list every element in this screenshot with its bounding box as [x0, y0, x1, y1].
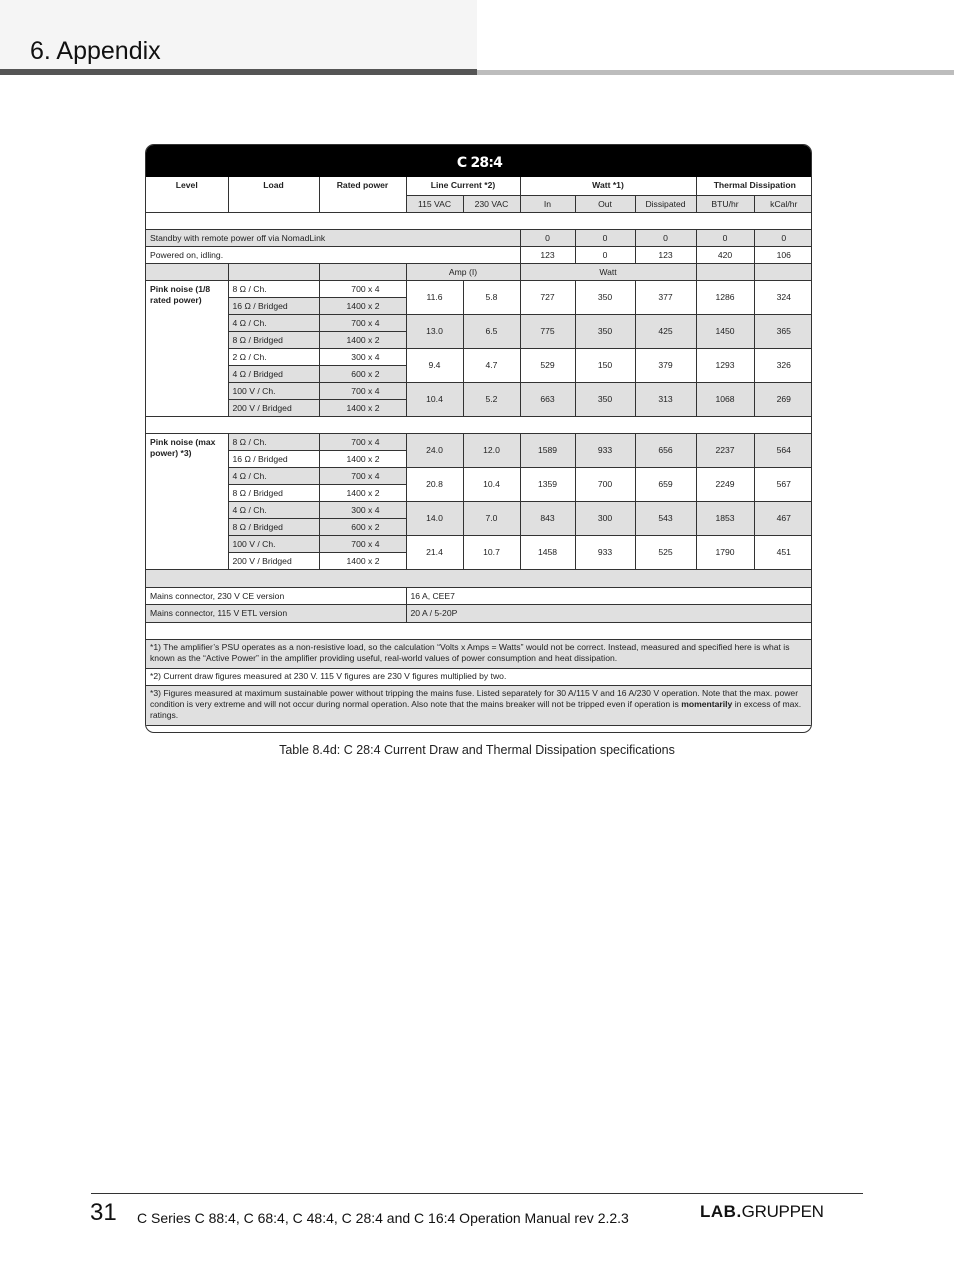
mains-115-label: Mains connector, 115 V ETL version [146, 604, 406, 622]
standby-in: 0 [520, 229, 575, 246]
amp230-cell: 5.8 [463, 280, 520, 314]
watt-in-cell: 1359 [520, 467, 575, 501]
table-caption: Table 8.4d: C 28:4 Current Draw and Thermal Dissipation specifications [279, 743, 675, 757]
level-pink-1-8: Pink noise (1/8 rated power) [146, 280, 228, 416]
load-cell: 8 Ω / Bridged [228, 518, 319, 535]
spacer-row [146, 416, 812, 433]
page-title: 6. Appendix [30, 37, 161, 65]
watt-out-cell: 350 [575, 280, 635, 314]
watt-dissipated-cell: 425 [635, 314, 696, 348]
amp230-cell: 5.2 [463, 382, 520, 416]
amp115-cell: 24.0 [406, 433, 463, 467]
table-row [146, 314, 812, 331]
load-cell: 2 Ω / Ch. [228, 348, 319, 365]
idle-label: Powered on, idling. [146, 246, 520, 263]
header-rule-light [477, 70, 954, 75]
rated-cell: 1400 x 2 [319, 450, 406, 467]
rated-cell: 700 x 4 [319, 433, 406, 450]
load-cell: 8 Ω / Ch. [228, 433, 319, 450]
watt-dissipated-cell: 656 [635, 433, 696, 467]
lab-gruppen-logo [700, 1202, 824, 1222]
amp115-cell: 13.0 [406, 314, 463, 348]
kcal-cell: 365 [754, 314, 812, 348]
footer-rule [91, 1193, 863, 1194]
standby-out: 0 [575, 229, 635, 246]
rated-cell: 300 x 4 [319, 348, 406, 365]
logo-gruppen: GRUPPEN [741, 1202, 824, 1221]
watt-out-cell: 933 [575, 535, 635, 569]
btu-cell: 1286 [696, 280, 754, 314]
footnote-3-text: *3) Figures measured at maximum sustainable power without tripping the mains fuse. Listed separately for 30 A/115 V and 16 A/230 V operation. Note that the max. power condition is very extreme and will not occur during normal operation. Also note that the mains breaker will not be tripped even if operation is [150, 687, 799, 709]
watt-dissipated-cell: 659 [635, 467, 696, 501]
rated-cell: 1400 x 2 [319, 399, 406, 416]
load-cell: 16 Ω / Bridged [228, 450, 319, 467]
unit-amp: Amp (I) [406, 263, 520, 280]
header-line-current: Line Current *2) [406, 177, 520, 195]
mains-230-label: Mains connector, 230 V CE version [146, 587, 406, 604]
footnote-1: *1) The amplifier’s PSU operates as a non-resistive load, so the calculation “Volts x Amps = Watts” would not be correct. Instead, measured and specified here is what is known as the “Active Power” in the amplifier providing useful, real-world values of power consumption and heat dissipation. [146, 639, 812, 668]
subheader-btu: BTU/hr [696, 195, 754, 212]
rated-cell: 1400 x 2 [319, 484, 406, 501]
load-cell: 8 Ω / Bridged [228, 331, 319, 348]
rated-cell: 700 x 4 [319, 467, 406, 484]
footnote-row [146, 685, 812, 725]
kcal-cell: 451 [754, 535, 812, 569]
rated-cell: 600 x 2 [319, 365, 406, 382]
watt-in-cell: 727 [520, 280, 575, 314]
watt-in-cell: 1458 [520, 535, 575, 569]
header-watt: Watt *1) [520, 177, 696, 195]
load-cell: 4 Ω / Ch. [228, 501, 319, 518]
spacer-row [146, 212, 812, 229]
header-row [146, 177, 812, 195]
btu-cell: 1790 [696, 535, 754, 569]
header-level: Level [146, 177, 228, 212]
watt-in-cell: 775 [520, 314, 575, 348]
idle-in: 123 [520, 246, 575, 263]
header-load: Load [228, 177, 319, 212]
subheader-in: In [520, 195, 575, 212]
footnote-2: *2) Current draw figures measured at 230 V. 115 V figures are 230 V figures multiplied by two. [146, 668, 812, 685]
amp115-cell: 11.6 [406, 280, 463, 314]
watt-dissipated-cell: 313 [635, 382, 696, 416]
amp115-cell: 10.4 [406, 382, 463, 416]
load-cell: 200 V / Bridged [228, 399, 319, 416]
btu-cell: 2237 [696, 433, 754, 467]
table-row [146, 604, 812, 622]
amp230-cell: 12.0 [463, 433, 520, 467]
kcal-cell: 326 [754, 348, 812, 382]
watt-out-cell: 933 [575, 433, 635, 467]
logo-lab: LAB. [700, 1202, 742, 1221]
table-row [146, 229, 812, 246]
table-row [146, 587, 812, 604]
idle-out: 0 [575, 246, 635, 263]
watt-in-cell: 663 [520, 382, 575, 416]
subheader-115vac: 115 VAC [406, 195, 463, 212]
amp115-cell: 20.8 [406, 467, 463, 501]
kcal-cell: 567 [754, 467, 812, 501]
amp230-cell: 10.4 [463, 467, 520, 501]
header-rated-power: Rated power [319, 177, 406, 212]
watt-in-cell: 843 [520, 501, 575, 535]
idle-dissipated: 123 [635, 246, 696, 263]
kcal-cell: 467 [754, 501, 812, 535]
watt-out-cell: 150 [575, 348, 635, 382]
watt-out-cell: 300 [575, 501, 635, 535]
watt-out-cell: 350 [575, 382, 635, 416]
table-row [146, 382, 812, 399]
amp230-cell: 10.7 [463, 535, 520, 569]
standby-kcal: 0 [754, 229, 812, 246]
load-cell: 16 Ω / Bridged [228, 297, 319, 314]
standby-btu: 0 [696, 229, 754, 246]
kcal-cell: 564 [754, 433, 812, 467]
footnote-3 [146, 685, 812, 725]
mains-230-value: 16 A, CEE7 [406, 587, 812, 604]
load-cell: 200 V / Bridged [228, 552, 319, 569]
amp115-cell: 9.4 [406, 348, 463, 382]
header-thermal: Thermal Dissipation [696, 177, 812, 195]
mains-115-value: 20 A / 5-20P [406, 604, 812, 622]
spacer-row [146, 622, 812, 639]
table-row [146, 501, 812, 518]
watt-out-cell: 350 [575, 314, 635, 348]
rated-cell: 1400 x 2 [319, 297, 406, 314]
subheader-out: Out [575, 195, 635, 212]
header-rule-dark [0, 69, 477, 75]
table-title: C 28:4 [146, 145, 812, 177]
watt-dissipated-cell: 525 [635, 535, 696, 569]
watt-dissipated-cell: 377 [635, 280, 696, 314]
subheader-230vac: 230 VAC [463, 195, 520, 212]
spec-table-frame [145, 144, 812, 733]
subheader-dissipated: Dissipated [635, 195, 696, 212]
footnote-row [146, 668, 812, 685]
amp115-cell: 21.4 [406, 535, 463, 569]
watt-dissipated-cell: 543 [635, 501, 696, 535]
btu-cell: 1068 [696, 382, 754, 416]
table-row [146, 433, 812, 450]
spacer-row [146, 569, 812, 587]
amp230-cell: 4.7 [463, 348, 520, 382]
amp230-cell: 7.0 [463, 501, 520, 535]
unit-row [146, 263, 812, 280]
load-cell: 8 Ω / Ch. [228, 280, 319, 297]
load-cell: 8 Ω / Bridged [228, 484, 319, 501]
idle-kcal: 106 [754, 246, 812, 263]
watt-dissipated-cell: 379 [635, 348, 696, 382]
btu-cell: 2249 [696, 467, 754, 501]
unit-watt: Watt [520, 263, 696, 280]
standby-dissipated: 0 [635, 229, 696, 246]
watt-in-cell: 529 [520, 348, 575, 382]
amp115-cell: 14.0 [406, 501, 463, 535]
idle-btu: 420 [696, 246, 754, 263]
rated-cell: 700 x 4 [319, 314, 406, 331]
kcal-cell: 269 [754, 382, 812, 416]
footnote-3-emphasis: momentarily [681, 698, 733, 709]
load-cell: 4 Ω / Ch. [228, 467, 319, 484]
amp230-cell: 6.5 [463, 314, 520, 348]
btu-cell: 1853 [696, 501, 754, 535]
rated-cell: 700 x 4 [319, 280, 406, 297]
btu-cell: 1450 [696, 314, 754, 348]
footnote-3-tail: in excess of max. ratings. [150, 698, 802, 720]
load-cell: 100 V / Ch. [228, 382, 319, 399]
table-row [146, 348, 812, 365]
page-number: 31 [90, 1199, 117, 1226]
watt-in-cell: 1589 [520, 433, 575, 467]
watt-out-cell: 700 [575, 467, 635, 501]
standby-label: Standby with remote power off via NomadLink [146, 229, 520, 246]
table-row [146, 246, 812, 263]
rated-cell: 300 x 4 [319, 501, 406, 518]
manual-title: C Series C 88:4, C 68:4, C 48:4, C 28:4 and C 16:4 Operation Manual rev 2.2.3 [137, 1210, 629, 1226]
footnote-row [146, 639, 812, 668]
rated-cell: 1400 x 2 [319, 552, 406, 569]
subheader-kcal: kCal/hr [754, 195, 812, 212]
rated-cell: 700 x 4 [319, 382, 406, 399]
load-cell: 4 Ω / Ch. [228, 314, 319, 331]
load-cell: 4 Ω / Bridged [228, 365, 319, 382]
table-row [146, 280, 812, 297]
rated-cell: 600 x 2 [319, 518, 406, 535]
table-row [146, 467, 812, 484]
level-pink-max: Pink noise (max power) *3) [146, 433, 228, 569]
btu-cell: 1293 [696, 348, 754, 382]
load-cell: 100 V / Ch. [228, 535, 319, 552]
rated-cell: 1400 x 2 [319, 331, 406, 348]
rated-cell: 700 x 4 [319, 535, 406, 552]
spec-table [146, 177, 812, 726]
table-row [146, 535, 812, 552]
kcal-cell: 324 [754, 280, 812, 314]
